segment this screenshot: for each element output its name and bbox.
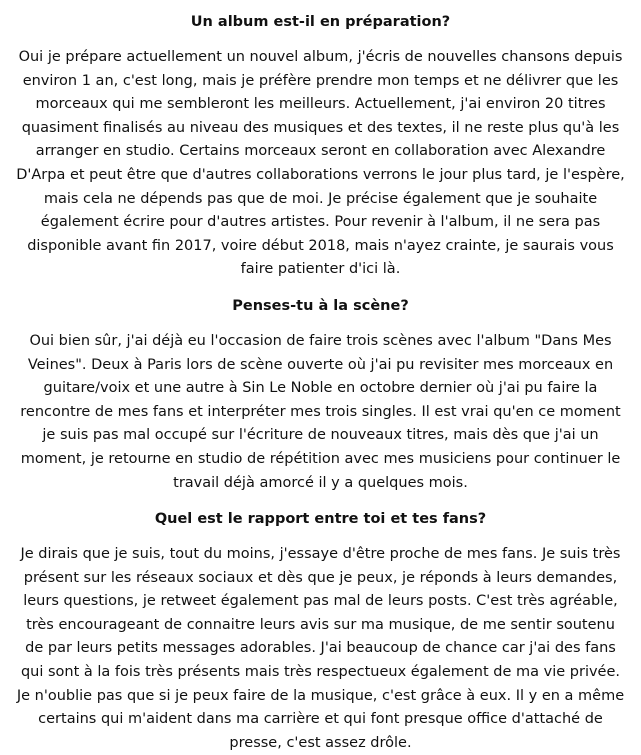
answer-paragraph: Je dirais que je suis, tout du moins, j'essaye d'être proche de mes fans. Je suis très présent sur les réseaux sociaux et dès que je peux, je réponds à leurs demandes, leurs questions, je retweet également pas mal de leurs posts. C'est très agréable, très encourageant de connaitre leurs avis sur ma musique, de me sentir soutenu de par leurs petits messages adorables. J'ai beaucoup de chance car j'ai des fans qui sont à la fois très présents mais très respectueux également de ma vie privée. Je n'oublie pas que si je peux faire de la musique, c'est grâce à eux. Il y en a même certains qui m'aident dans ma carrière et qui font presque office d'attaché de presse, c'est assez drôle. bbox=[16, 546, 625, 751]
qa-block-stage bbox=[16, 294, 625, 495]
question-heading: Quel est le rapport entre toi et tes fans? bbox=[154, 511, 487, 528]
answer-paragraph: Oui bien sûr, j'ai déjà eu l'occasion de faire trois scènes avec l'album "Dans Mes Veines". Deux à Paris lors de scène ouverte où j'ai pu revisiter mes morceaux en guitare/voix et une autre à Sin Le Noble en octobre dernier où j'ai pu faire la rencontre de mes fans et interpréter mes trois singles. Il est vrai qu'en ce moment je suis pas mal occupé sur l'écriture de nouveaux titres, mais dès que j'ai un moment, je retourne en studio de répétition avec mes musiciens pour continuer le travail déjà amorcé il y a quelques mois. bbox=[20, 332, 621, 491]
answer-paragraph: Oui je prépare actuellement un nouvel album, j'écris de nouvelles chansons depuis environ 1 an, c'est long, mais je préfère prendre mon temps et ne délivrer que les morceaux qui me sembleront les meilleurs. Actuellement, j'ai environ 20 titres quasiment finalisés au niveau des musiques et des textes, il ne reste plus qu'à les arranger en studio. Certains morceaux seront en collaboration avec Alexandre D'Arpa et peut être que d'autres collaborations verrons le jour plus tard, je l'espère, mais cela ne dépends pas que de moi. Je précise également que je souhaite également écrire pour d'autres artistes. Pour revenir à l'album, il ne sera pas disponible avant fin 2017, voire début 2018, mais n'ayez crainte, je saurais vous faire patienter d'ici là. bbox=[16, 49, 625, 278]
question-heading: Un album est-il en préparation? bbox=[190, 14, 451, 30]
qa-block-album bbox=[16, 10, 625, 282]
qa-block-fans bbox=[16, 507, 625, 755]
question-heading: Penses-tu à la scène? bbox=[232, 297, 409, 314]
